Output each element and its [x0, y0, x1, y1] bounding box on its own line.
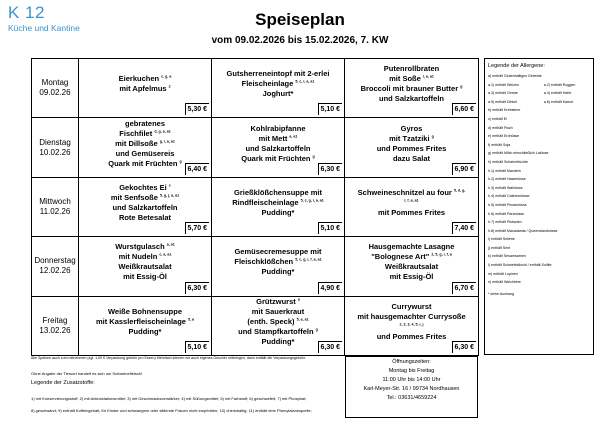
- dish-cell: [345, 59, 479, 118]
- dish-cell: [212, 59, 345, 118]
- dish-description: Currywurst mit hausgemachter Currysoße $^{2, 3, 3, 4, 5, i, j}$ und Pommes Frites: [357, 301, 466, 341]
- allergen-item: h.7) enthält Pistazien: [488, 220, 522, 225]
- dish-price: 6,60 €: [452, 103, 476, 115]
- day-name: Montag: [41, 78, 69, 88]
- allergen-item: m) enthält Lupinen: [488, 271, 518, 276]
- day-date: 13.02.26: [39, 325, 71, 335]
- hours-days: Montag bis Freitag: [388, 368, 435, 374]
- allergen-item: b) enthält Krebstiere: [488, 108, 521, 113]
- menu-row: [32, 118, 479, 177]
- dish-description: Eierkuchen $^{c, g, a}$ mit Apfelmus $^2$: [118, 74, 172, 94]
- dish-description: Gekochtes Ei $^c$ mit Senfsoße $^{5, g, j, a, a1}$ und Salzkartoffeln Rote Betesalat: [110, 182, 180, 222]
- dish-price: 6,30 €: [318, 163, 342, 175]
- dish-description: Putenrollbraten mit Soße $^{i, a, a1}$ Broccoli mit brauner Butter $^g$ und Salzkartoffeln: [360, 64, 463, 104]
- day-cell: [32, 59, 79, 118]
- allergen-item: h.1) enthält Mandeln: [488, 168, 521, 173]
- additives-line-1: 1) mit Konservierungsstoff; 2) mit Antioxidationsmittel; 3) mit Geschmacksverstärker; 4) mit Süßungsmittel; 5) mit Farbstoff; 6) geschwefelt; 7) mit Phosphat;: [31, 396, 307, 401]
- allergen-legend: [484, 58, 594, 355]
- day-cell: [32, 296, 79, 355]
- meat-note: Ohne Angabe der Tiersort handelt es sich um Schweinefleisch!: [31, 371, 143, 376]
- allergen-item: l) enthält Schwefeldioxid / enthält Sulfite: [488, 263, 552, 268]
- dish-cell: [345, 177, 479, 236]
- day-cell: [32, 177, 79, 236]
- dish-cell: [79, 118, 212, 177]
- allergen-item: h.6) enthält Paranüsse: [488, 211, 525, 216]
- dish-description: Hausgemachte Lasagne "Bolognese Art" $^{2, 5, g, i, f, a}$ Weißkrautsalat mit Essig-Öl: [368, 242, 455, 282]
- day-date: 11.02.26: [39, 206, 71, 216]
- allergen-item: h) enthält Schalenfrüchte: [488, 159, 528, 164]
- logo-subtitle: Küche und Kantine: [8, 23, 80, 33]
- dish-cell: [345, 296, 479, 355]
- allergen-item: e) enthält Erdnüsse: [488, 134, 520, 139]
- takeaway-footnote: Alle Speisen auch zum mitnehmen (zgl. 1,00 € Verpackung gebühr pro Essen) Mehrfach können wir auch eigenes Geschirr mitbringen, dann entfällt die Verpackungsgebühr.: [31, 356, 306, 360]
- dish-description: gebratenes Fischfilet $^{d, g, a, a1}$ mit Dillsoße $^{g, i, a, a1}$ und Gemüsereis Quark mit Früchten $^g$: [108, 118, 182, 168]
- menu-row: [32, 177, 479, 236]
- dish-cell: [79, 237, 212, 296]
- dish-price: 7,40 €: [452, 222, 476, 234]
- menu-row: [32, 59, 479, 118]
- dish-cell: [212, 118, 345, 177]
- dish-cell: [79, 177, 212, 236]
- dish-cell: [345, 118, 479, 177]
- allergen-item: a.4) enthält Hafer: [543, 91, 572, 96]
- additives-line-2: 8) geschwärzt; 9) enthält Koffeingehalt, für Kinder und schwangere oder stillende Frauen nicht empfohlen; 10) chininhaltig; 11) enthält eine Phenylalaninquelle;: [31, 408, 312, 413]
- menu-row: [32, 296, 479, 355]
- day-name: Freitag: [42, 315, 68, 325]
- allergen-cereal-grid: [488, 72, 590, 106]
- allergen-title: Legende der Allergene:: [488, 63, 545, 69]
- dish-description: Gutsherreneintopf mit 2-erlei Fleischeinlage $^{5, c, i, a, a1}$ Joghurt*: [226, 69, 330, 99]
- day-cell: [32, 118, 79, 177]
- dish-price: 6,30 €: [452, 341, 476, 353]
- dish-description: Wurstgulasch $^{a, a1}$ mit Nudeln $^{c, a, a1}$ Weißkrautsalat mit Essig-Öl: [115, 242, 175, 282]
- allergen-item: a) enthält Glutenhaltiges Getreide: [488, 74, 542, 78]
- allergen-item: f) enthält Soja: [488, 142, 511, 147]
- dish-cell: [212, 296, 345, 355]
- hours-time: 11:00 Uhr bis 14:00 Uhr: [382, 377, 441, 383]
- menu-row: [32, 237, 479, 296]
- day-date: 12.02.26: [39, 266, 71, 276]
- dish-description: Weiße Bohnensuppe mit Kasslerfleischeinlage $^{5, a}$ Pudding*: [95, 306, 195, 336]
- logo-k12: K 12: [8, 3, 45, 22]
- day-name: Donnerstag: [34, 256, 76, 266]
- allergen-item: a.1) enthält Weizen: [488, 82, 519, 87]
- dish-price: 5,10 €: [318, 103, 342, 115]
- allergen-item: a.2) enthält Roggen: [543, 82, 576, 87]
- dish-description: Gemüsecremesuppe mit Fleischklößchen $^{5, c, g, i, f, a, a1}$ Pudding*: [234, 247, 322, 277]
- day-date: 09.02.26: [39, 88, 71, 98]
- allergen-item: h.5) enthält Pecannüsse: [488, 202, 527, 207]
- allergen-item: h.3) enthält Walnüsse: [488, 185, 523, 190]
- allergen-item: h.2) enthält Haselnüsse: [488, 177, 526, 182]
- allergen-item: h.8) enthält Macadamia / Queenslandnüsse: [488, 228, 558, 233]
- dish-price: 6,40 €: [185, 163, 209, 175]
- allergen-item: a.3) enthält Gerste: [488, 91, 518, 96]
- dish-price: 5,10 €: [318, 222, 342, 234]
- allergen-item: a.5) enthält Dinkel: [488, 99, 517, 104]
- dish-cell: [79, 59, 212, 118]
- day-cell: [32, 237, 79, 296]
- dish-price: 5,30 €: [185, 103, 209, 115]
- dish-price: 5,70 €: [185, 222, 209, 234]
- allergen-item: h.4) enthält Cashewnüsse: [488, 194, 530, 199]
- dish-description: Grießklößchensuppe mit Rindfleischeinlage $^{5, c, g, i, a, a1}$ Pudding*: [232, 187, 324, 217]
- dish-price: 6,30 €: [318, 341, 342, 353]
- allergen-item: i) enthält Sellerie: [488, 237, 515, 242]
- allergen-list: [488, 106, 590, 286]
- opening-hours: [345, 356, 478, 418]
- dish-cell: [212, 177, 345, 236]
- allergen-item: k) enthält Sesamsamen: [488, 254, 526, 259]
- page-subtitle: vom 09.02.2026 bis 15.02.2026, 7. KW: [211, 35, 389, 46]
- day-date: 10.02.26: [39, 147, 71, 157]
- hours-tel: Tel.: 03631/4659224: [386, 395, 437, 401]
- day-name: Dienstag: [39, 137, 71, 147]
- hours-title: Öffnungszeiten:: [392, 359, 431, 365]
- allergen-item: n) enthält Weichtiere: [488, 280, 521, 285]
- dish-price: 6,70 €: [452, 282, 476, 294]
- dish-description: Gyros mit Tzatziki $^g$ und Pommes Frites dazu Salat: [376, 123, 447, 163]
- allergen-item: d) enthält Fisch: [488, 125, 513, 130]
- dish-description: Schweineschnitzel au four $^{5, d, g,}$ $^{i, f, a, a1}$ mit Pommes Frites: [357, 187, 466, 217]
- allergen-note: * siehe Aushang: [488, 291, 514, 296]
- menu-table: [31, 58, 479, 356]
- day-name: Mittwoch: [39, 196, 71, 206]
- dish-price: 5,10 €: [185, 341, 209, 353]
- allergen-item: j) enthält Senf: [488, 245, 511, 250]
- allergen-item: c) enthält Ei: [488, 116, 507, 121]
- dish-cell: [212, 237, 345, 296]
- dish-price: 4,90 €: [318, 282, 342, 294]
- allergen-item: a.6) enthält Kamut: [543, 99, 574, 104]
- hours-address: Karl-Meyer-Str. 16 / 99734 Nordhausen: [363, 386, 460, 392]
- page-title: Speiseplan: [255, 10, 345, 29]
- dish-cell: [79, 296, 212, 355]
- dish-price: 6,90 €: [452, 163, 476, 175]
- additives-title: Legende der Zusatzstoffe:: [31, 380, 95, 386]
- allergen-item: g) enthält Milch einschließlich Laktose: [488, 151, 549, 156]
- dish-price: 6,30 €: [185, 282, 209, 294]
- dish-description: Kohlrabipfanne mit Mett $^{a, a1}$ und Salzkartoffeln Quark mit Früchten $^g$: [241, 123, 315, 163]
- allergen-item: [544, 72, 590, 81]
- dish-description: Grützwurst $^a$ mit Sauerkraut (enth. Speck) $^{5, a, a1}$ und Stampfkartoffeln $^g$ Pudding*: [238, 296, 318, 346]
- dish-cell: [345, 237, 479, 296]
